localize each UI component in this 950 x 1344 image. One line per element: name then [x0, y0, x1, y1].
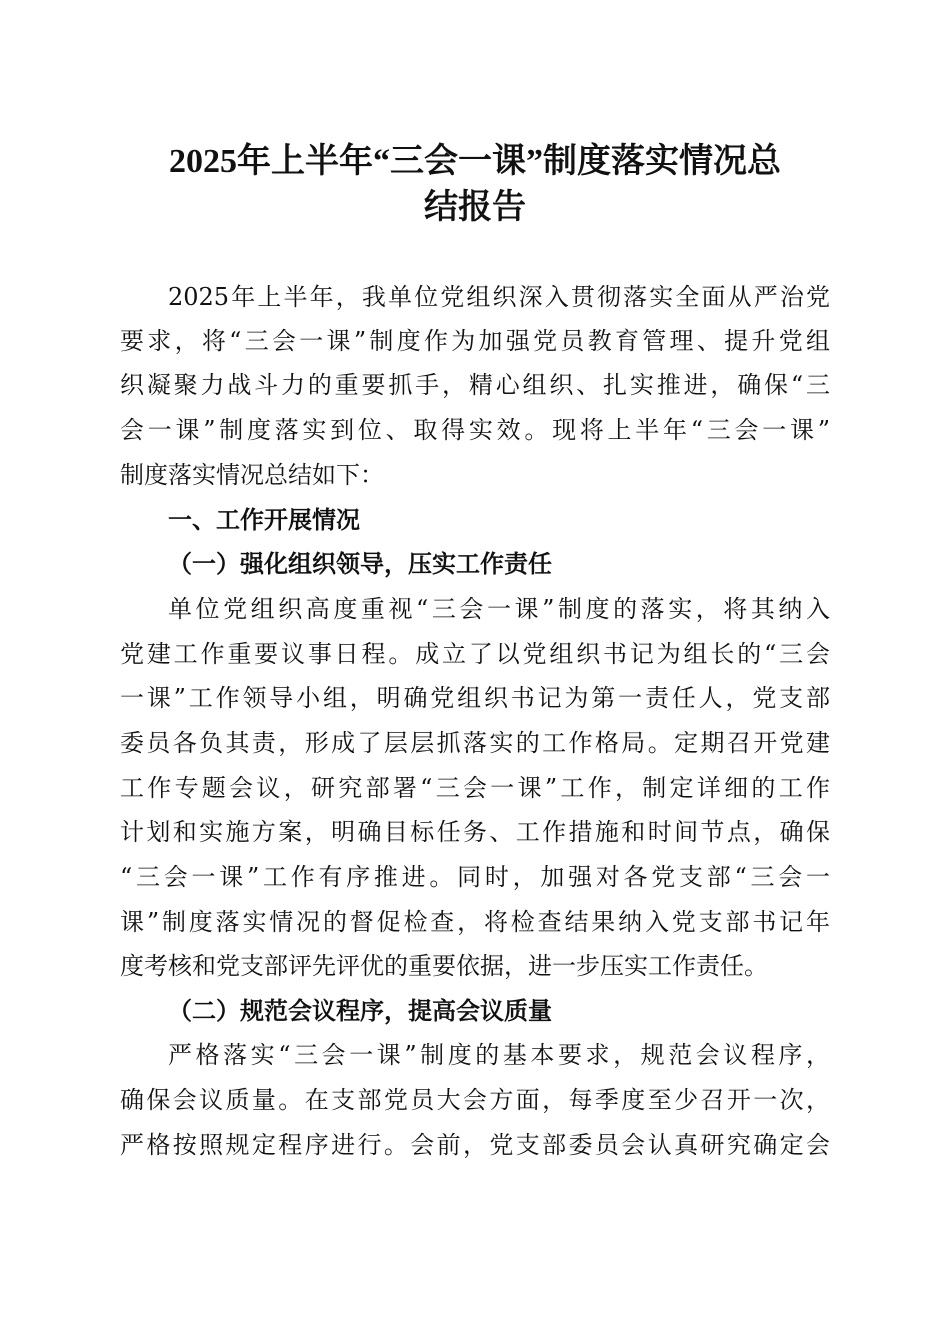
intro-line: 会一课”制度落实到位、取得实效。现将上半年“三会一课” — [120, 416, 830, 444]
body-line: 计划和实施方案，明确目标任务、工作措施和时间节点，确保 — [120, 818, 830, 846]
document-title-line-1: 2025年上半年“三会一课”制度落实情况总 — [169, 143, 781, 180]
body-line: 严格落实“三会一课”制度的基本要求，规范会议程序， — [168, 1041, 830, 1069]
body-line: 严格按照规定程序进行。会前，党支部委员会认真研究确定会 — [120, 1131, 830, 1159]
body-line: 党建工作重要议事日程。成立了以党组织书记为组长的“三会 — [120, 640, 830, 668]
intro-line: 要求，将“三会一课”制度作为加强党员教育管理、提升党组 — [120, 327, 830, 355]
section-heading: 一、工作开展情况 — [168, 506, 360, 534]
intro-line: 2025年上半年，我单位党组织深入贯彻落实全面从严治党 — [168, 283, 830, 311]
body-line: 单位党组织高度重视“三会一课”制度的落实，将其纳入 — [168, 595, 830, 623]
body-line: 课”制度落实情况的督促检查，将检查结果纳入党支部书记年 — [120, 908, 830, 936]
body-line: 一课”工作领导小组，明确党组织书记为第一责任人，党支部 — [120, 684, 830, 712]
subsection-heading: （一）强化组织领导，压实工作责任 — [168, 549, 552, 578]
intro-line: 制度落实情况总结如下： — [120, 461, 384, 489]
intro-line: 织凝聚力战斗力的重要抓手，精心组织、扎实推进，确保“三 — [120, 371, 830, 399]
subsection-heading: （二）规范会议程序，提高会议质量 — [168, 996, 552, 1025]
body-line: 工作专题会议，研究部署“三会一课”工作，制定详细的工作 — [120, 774, 830, 802]
body-line: 度考核和党支部评先评优的重要依据，进一步压实工作责任。 — [120, 952, 768, 980]
body-line: “三会一课”工作有序推进。同时，加强对各党支部“三会一 — [120, 863, 830, 891]
body-line: 委员各负其责，形成了层层抓落实的工作格局。定期召开党建 — [120, 729, 830, 757]
body-line: 确保会议质量。在支部党员大会方面，每季度至少召开一次， — [120, 1086, 830, 1114]
document-title-line-2: 结报告 — [424, 189, 526, 226]
